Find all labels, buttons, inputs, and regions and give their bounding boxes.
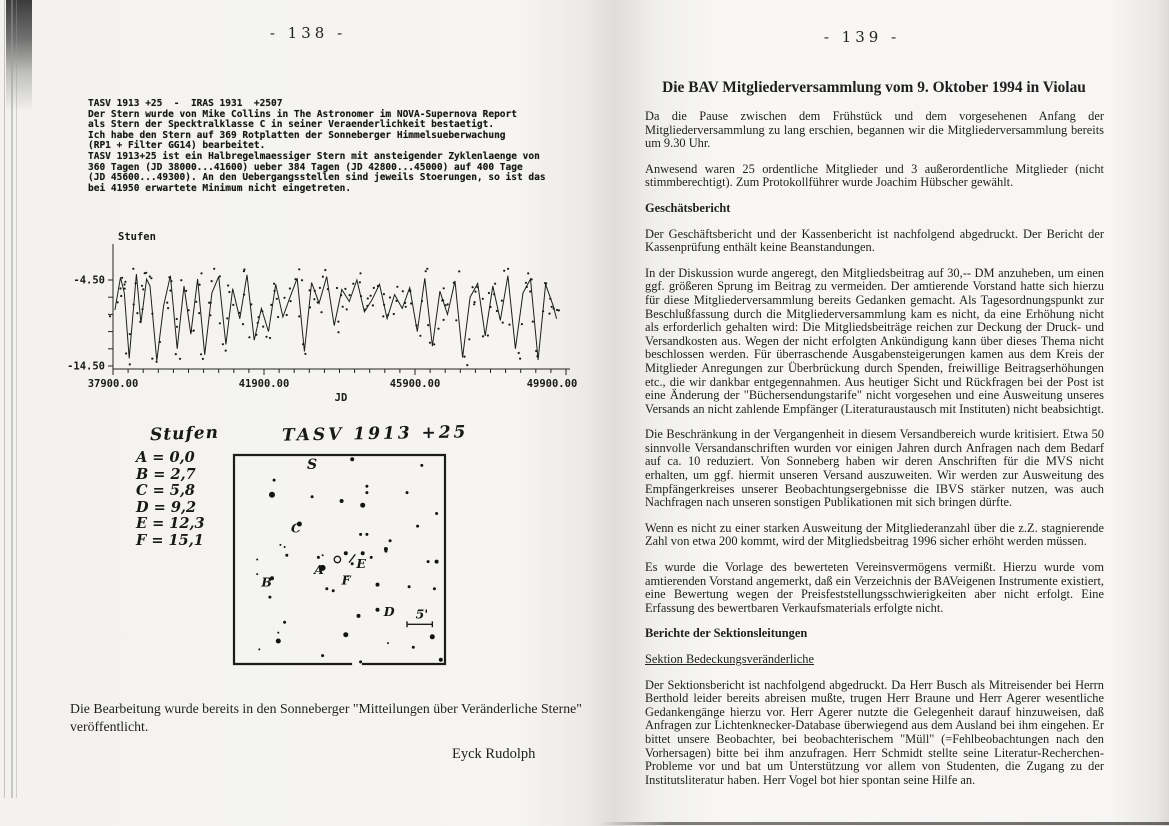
south-marker: S [307, 457, 318, 473]
page-number-right: - 139 - [823, 28, 901, 46]
star-label: C [290, 520, 301, 536]
observation-dot [468, 338, 470, 340]
observation-dot [458, 270, 460, 272]
observation-dot [426, 268, 428, 270]
observation-dot [242, 323, 244, 325]
star-label: E [356, 555, 366, 571]
observation-dot [367, 297, 369, 299]
observation-dot [261, 310, 263, 312]
star-dot [283, 621, 286, 624]
observation-dot [298, 268, 300, 270]
observation-dot [337, 331, 339, 333]
observation-dot [145, 272, 147, 274]
paragraph: Da die Pause zwischen dem Frühstück und dem vorgesehenen Anfang der Mitgliederversammlung zu lang erschien, begannen wir die Mitgliederversammlung bereits um 9.30 Uhr. [645, 109, 1104, 151]
observation-dot [518, 352, 520, 354]
observation-dot [117, 301, 119, 303]
observation-dot [447, 303, 449, 305]
observation-dot [304, 353, 306, 355]
observation-dot [476, 286, 478, 288]
star-dot [389, 539, 392, 542]
section-heading: Sektion Bedeckungsveränderliche [645, 652, 814, 666]
star-dot [322, 554, 324, 556]
handwritten-chart-title: TASV 1913 +25 [281, 422, 469, 446]
observation-dot [373, 287, 375, 289]
observation-dot [151, 358, 153, 360]
observation-dot [402, 290, 404, 292]
observation-dot [232, 304, 234, 306]
observation-dot [421, 300, 423, 302]
star-dot [361, 551, 365, 555]
observation-dot [290, 300, 292, 302]
star-dot [321, 654, 324, 657]
observation-dot [202, 358, 204, 360]
star-dot [412, 646, 415, 649]
legend-row: B = 2,7 [136, 465, 196, 483]
observation-dot [342, 306, 344, 308]
star-dot [350, 457, 354, 461]
observation-dot [168, 276, 170, 278]
paragraph: Anwesend waren 25 ordentliche Mitglieder und 3 außerordentliche Mitglieder (nicht stimmberechtigt). Zum Protokollführer wurde Joachim Hübscher gewählt. [645, 161, 1104, 190]
observation-dot [257, 322, 259, 324]
star-dot [269, 492, 275, 498]
scan-edge-line [16, 0, 17, 798]
observation-dot [314, 290, 316, 292]
observation-dot [349, 294, 351, 296]
observation-dot [124, 281, 126, 283]
observation-dot [359, 281, 361, 283]
observation-dot [387, 314, 389, 316]
legend-row: A = 0,0 [136, 449, 195, 466]
observation-dot [340, 294, 342, 296]
article-title: Die BAV Mitgliederversammlung vom 9. Oktober 1994 in Violau [662, 79, 1086, 96]
observation-dot [265, 336, 267, 338]
observation-dot [185, 290, 187, 292]
observation-dot [213, 268, 215, 270]
observation-dot [494, 283, 496, 285]
observation-dot [136, 312, 138, 314]
star-dot [387, 642, 389, 644]
scan-edge-line [11, 0, 13, 798]
observation-dot [200, 272, 202, 274]
observation-dot [277, 316, 279, 318]
observation-dot [487, 334, 489, 336]
observation-dot [395, 300, 397, 302]
observation-dot [176, 326, 178, 328]
observation-dot [222, 343, 224, 345]
observation-dot [496, 310, 498, 312]
observation-dot [410, 302, 412, 304]
paragraph: Der Geschäftsbericht und der Kassenbericht ist nachfolgend abgedruckt. Der Bericht der Kassenprüfung enthält keine Beanstandungen. [645, 226, 1104, 255]
observation-dot [366, 305, 368, 307]
observation-dot [190, 330, 192, 332]
observation-dot [286, 314, 288, 316]
observation-dot [211, 280, 213, 282]
observation-dot [258, 316, 260, 318]
star-dot [406, 491, 409, 494]
observation-dot [121, 277, 123, 279]
observation-dot [519, 358, 521, 360]
observation-dot [542, 310, 544, 312]
observation-dot [503, 270, 505, 272]
observation-dot [317, 301, 319, 303]
scan-edge-line-bottom [600, 822, 1169, 825]
observation-dot [273, 283, 275, 285]
observation-dot [404, 302, 406, 304]
observation-dot [344, 288, 346, 290]
observation-dot [274, 290, 276, 292]
observation-dot [129, 363, 131, 365]
observation-dot [228, 291, 230, 293]
observation-dot [360, 295, 362, 297]
observation-dot [383, 293, 385, 295]
observation-dot [238, 312, 240, 314]
lightcurve-chart [58, 228, 582, 404]
observation-dot [198, 312, 200, 314]
typed-line: (RP1 + Filter GG14) bearbeitet. [88, 140, 266, 152]
observation-dot [508, 324, 510, 326]
observation-dot [170, 280, 172, 282]
typed-line: Der Stern wurde von Mike Collins in The Astronomer im NOVA-Supernova Report [88, 108, 517, 120]
star-dot [365, 533, 368, 536]
star-dot [284, 546, 286, 548]
star-dot [277, 632, 279, 634]
observation-dot [433, 343, 435, 345]
observation-dot [141, 285, 143, 287]
section-heading: Geschätsbericht [645, 200, 731, 215]
observation-dot [250, 303, 252, 305]
typed-text-block [88, 99, 546, 194]
finder-chart-plot [229, 450, 451, 670]
observation-dot [382, 315, 384, 317]
observation-dot [556, 309, 558, 311]
handwritten-stufen-label: Stufen [149, 422, 220, 446]
star-dot [332, 589, 335, 592]
observation-dot [176, 318, 178, 320]
paragraph: Es wurde die Vorlage des bewerteten Vereinsvermögens vermißt. Hierzu wurde vom amtierenden Vorstand angemerkt, daß ein Verzeichnis der BAVeigenen Instrumente existiert, eine Bewertung wegen der Preisfeststellungsschwierigkeiten aber nicht erfolgt. Eine Erfassung des bewertbaren Verkaufsmaterials erfolgte nicht. [645, 560, 1104, 615]
observation-dot [283, 297, 285, 299]
observation-dot [302, 343, 304, 345]
star-dot [376, 608, 380, 612]
observation-dot [200, 353, 202, 355]
observation-dot [219, 322, 221, 324]
observation-dot [319, 287, 321, 289]
finder-chart [229, 450, 451, 670]
observation-dot [119, 287, 121, 289]
observation-dot [548, 313, 550, 315]
observation-dot [472, 286, 474, 288]
page-number-left: - 138 - [269, 24, 347, 42]
observation-dot [372, 304, 374, 306]
observation-dot [493, 293, 495, 295]
y-axis-title: Stufen [118, 231, 156, 243]
x-axis-title: JD [334, 392, 348, 404]
observation-dot [270, 304, 272, 306]
x-tick-label: 37900.00 [87, 378, 139, 390]
observation-dot [558, 309, 560, 311]
observation-dot [425, 270, 427, 272]
comparison-star-legend [136, 450, 205, 549]
observation-dot [466, 364, 468, 366]
scan-edge-mark [6, 0, 32, 112]
observation-dot [443, 319, 445, 321]
observation-dot [195, 301, 197, 303]
observation-dot [301, 279, 303, 281]
observation-dot [199, 284, 201, 286]
observation-dot [309, 289, 311, 291]
star-dot [276, 639, 281, 644]
star-dot [370, 556, 373, 559]
star-dot [325, 587, 328, 590]
star-dot [435, 512, 438, 515]
lightcurve-line [115, 274, 557, 361]
observation-dot [188, 309, 190, 311]
star-label: D [383, 603, 395, 619]
star-dot [359, 533, 362, 536]
typed-line: (JD 45600...49300). An den Uebergangsstellen sind jeweils Stoerungen, so ist das [88, 172, 546, 184]
y-tick-label: -14.50 [67, 360, 105, 373]
typed-line: TASV 1913 +25 - IRAS 1931 +2507 [88, 98, 283, 109]
observation-dot [437, 328, 439, 330]
observation-dot [208, 302, 210, 304]
section-heading: Berichte der Sektionsleitungen [645, 626, 808, 641]
star-dot [317, 556, 320, 559]
x-tick-label: 41900.00 [238, 378, 290, 390]
observation-dot [393, 313, 395, 315]
star-dot [256, 559, 258, 561]
star-dot [279, 544, 281, 546]
x-tick-label: 45900.00 [389, 378, 441, 390]
observation-dot [507, 268, 509, 270]
star-label: A [314, 562, 324, 578]
observation-dot [179, 358, 181, 360]
observation-dot [156, 361, 158, 363]
star-dot [351, 562, 354, 565]
observation-dot [549, 298, 551, 300]
observation-dot [482, 298, 484, 300]
observation-dot [526, 286, 528, 288]
legend-row: E = 12,3 [136, 515, 205, 532]
star-dot [258, 648, 260, 650]
legend-row: C = 5,8 [136, 482, 196, 499]
star-dot [359, 660, 362, 663]
scale-bar-label: 5' [415, 606, 429, 622]
observation-dot [132, 268, 134, 270]
star-dot [433, 587, 436, 590]
legend-row: F = 15,1 [136, 531, 204, 549]
observation-dot [166, 302, 168, 304]
observation-dot [124, 288, 126, 290]
observation-dot [527, 272, 529, 274]
e-pointer-stroke [349, 554, 355, 562]
observation-dot [370, 295, 372, 297]
observation-dot [545, 282, 547, 284]
star-dot [365, 491, 368, 494]
observation-dot [175, 353, 177, 355]
observation-dot [551, 306, 553, 308]
observation-dot [159, 341, 161, 343]
typed-line: als Stern der Specktralklasse C in seiner Veraenderlichkeit bestaetigt. [88, 119, 495, 131]
star-dot [420, 464, 423, 467]
star-dot [343, 632, 348, 637]
observation-dot [248, 336, 250, 338]
observation-dot [262, 326, 264, 328]
star-dot [430, 634, 435, 639]
observation-dot [377, 285, 379, 287]
observation-dot [294, 278, 296, 280]
star-dot [285, 554, 288, 557]
observation-dot [415, 324, 417, 326]
star-dot [311, 495, 314, 498]
observation-dot [225, 350, 227, 352]
observation-dot [482, 335, 484, 337]
observation-dot [255, 334, 257, 336]
observation-dot [352, 283, 354, 285]
observation-dot [149, 275, 151, 277]
typed-line: bei 41950 erwartete Minimum nicht eingetreten. [88, 182, 352, 194]
y-tick-label: -4.50 [73, 274, 105, 287]
observation-dot [129, 333, 131, 335]
scan-edge-line [4, 0, 5, 798]
typed-line: 360 Tagen (JD 38000...41600) ueber 384 Tagen (JD 42800...45000) auf 400 Tage [88, 161, 523, 173]
observation-dot [336, 287, 338, 289]
star-dot [435, 560, 439, 564]
observation-dot [489, 306, 491, 308]
observation-dot [529, 290, 531, 292]
star-dot [416, 525, 419, 528]
observation-dot [135, 282, 137, 284]
paragraph: Wenn es nicht zu einer starken Ausweitung der Mitgliederanzahl über die z.Z. stagnierende Zahl von etwa 200 kommt, wird der Mitgliedsbeitrag 1996 sicher erhöht werden müssen. [645, 520, 1104, 549]
observation-dot [167, 307, 169, 309]
observation-dot [445, 304, 447, 306]
star-dot [340, 499, 344, 503]
observation-dot [531, 278, 533, 280]
star-dot [360, 503, 365, 508]
observation-dot [309, 306, 311, 308]
variable-star-marker [334, 556, 340, 562]
observation-dot [409, 289, 411, 291]
x-tick-label: 49900.00 [526, 378, 578, 390]
finder-border [234, 455, 445, 664]
observation-dot [142, 288, 144, 290]
observation-dot [337, 321, 339, 323]
observation-dot [243, 294, 245, 296]
observation-dot [313, 298, 315, 300]
observation-dot [289, 287, 291, 289]
observation-dot [501, 300, 503, 302]
star-dot [268, 596, 271, 599]
observation-dot [139, 321, 141, 323]
star-dot [427, 560, 430, 563]
observation-dot [209, 314, 211, 316]
star-label: F [341, 572, 351, 588]
observation-dot [359, 272, 361, 274]
observation-dot [474, 291, 476, 293]
star-dot [273, 479, 276, 482]
observation-dot [133, 303, 135, 305]
observation-dot [364, 308, 366, 310]
observation-dot [389, 296, 391, 298]
observation-dot [383, 304, 385, 306]
legend-row: D = 9,2 [136, 498, 197, 516]
observation-dot [227, 284, 229, 286]
observation-dot [226, 317, 228, 319]
observation-dot [180, 279, 182, 281]
observation-dot [327, 288, 329, 290]
star-dot [365, 485, 368, 488]
observation-dot [525, 282, 527, 284]
observation-dot [429, 342, 431, 344]
footer-paragraph: Die Bearbeitung wurde bereits in den Sonneberger "Mitteilungen über Veränderliche Sterne" veröffentlicht. [70, 701, 582, 734]
observation-dot [269, 337, 271, 339]
paragraph: Die Beschränkung in der Vergangenheit in diesem Versandbereich wurde kritisiert. Etwa 50 sinnvolle Versandanschriften wurden vor einigen Jahren durch Anfragen nach dem Bedarf auf ca. 10 reduziert. Von Sonneberg haben wir deren Anschriften für die MVS nicht erhalten, um ggf. hiermit unseren Versand auszuweiten. Wir werden zur Ausweitung des Empfängerkreises unserer Beobachtungsergebnisse die IBVS stärker nutzen, was auch Nachfragen nach unseren sonstigen Publikationen mit sich bringen dürfte. [645, 427, 1104, 510]
observation-dot [243, 270, 245, 272]
lightcurve-plot [58, 228, 582, 404]
observation-dot [322, 276, 324, 278]
observation-dot [453, 282, 455, 284]
observation-dot [521, 323, 523, 325]
star-label: B [261, 574, 273, 590]
observation-dot [169, 290, 171, 292]
observation-dot [123, 283, 125, 285]
observation-dot [442, 299, 444, 301]
observation-dot [463, 356, 465, 358]
paragraph: In der Diskussion wurde angeregt, den Mitgliedsbeitrag auf 30,-- DM anzuheben, um einen ggf. größeren Sprung im Beitrag zu vermeiden. Der amtierende Vorstand hatte sich hierzu für diese Mitgliederversammlung bereits Gedanken gemacht. Als Tagesordnungspunkt zur Beschlußfassung durch die Mitgliederversammlung kam es nicht, da eine Erhöhung nicht als erforderlich gehalten wird: Die Mitgliedsbeiträge reichen zur Deckung der Druck- und Versandkosten aus. Wegen der nicht erfolgten Ankündigung kann über dieses Thema nicht beschlossen werden. Für überraschende Ausgabensteigerungen kamen aus dem Kreis der Mitglieder Anregungen zur Überbrückung durch Spenden, freiwillige Beitragserhöhungen etc., die wir dankbar entgegennahmen. Aus heutiger Sicht und Rückfragen bei der Post ist eine Änderung der "Büchersendungstarife" nicht vorgesehen und eine Ausweitung unseres Versands an nicht zahlende Empfänger (Literaturaustausch mit Instituten) nicht beabsichtigt. [645, 265, 1104, 416]
observation-dot [141, 308, 143, 310]
observation-dot [502, 322, 504, 324]
observation-dot [405, 306, 407, 308]
observation-dot [532, 321, 534, 323]
star-dot [357, 614, 361, 618]
observation-dot [536, 355, 538, 357]
observation-dot [219, 275, 221, 277]
observation-dot [488, 292, 490, 294]
observation-dot [473, 303, 475, 305]
observation-dot [324, 269, 326, 271]
observation-dot [193, 330, 195, 332]
article-body [645, 110, 1104, 799]
observation-dot [346, 308, 348, 310]
star-dot [384, 550, 387, 553]
observation-dot [120, 295, 122, 297]
star-dot [408, 585, 411, 588]
observation-dot [396, 286, 398, 288]
star-dot [344, 551, 348, 555]
typed-line: TASV 1913+25 ist ein Halbregelmaessiger Stern mit ansteigender Zyklenlaenge von [88, 150, 540, 162]
typed-line: Ich habe den Stern auf 369 Rotplatten der Sonneberger Himmelsueberwachung [88, 129, 506, 141]
observation-dot [535, 350, 537, 352]
observation-dot [443, 287, 445, 289]
star-dot [376, 583, 380, 587]
observation-dot [455, 319, 457, 321]
observation-dot [553, 308, 555, 310]
author-signature: Eyck Rudolph [452, 746, 536, 762]
observation-dot [151, 313, 153, 315]
observation-dot [125, 352, 127, 354]
star-dot [256, 573, 258, 575]
observation-dot [109, 315, 111, 317]
observation-dot [419, 335, 421, 337]
observation-dot [474, 301, 476, 303]
observation-dot [320, 311, 322, 313]
observation-dot [276, 298, 278, 300]
paragraph: Der Sektionsbericht ist nachfolgend abgedruckt. Da Herr Busch als Mitreisender bei Herrn Berthold leider bereits abreisen mußte, trugen Herr Braune und Herr Agerer wesentliche Gedankengänge hierzu vor. Herr Agerer nutzte die Gelegenheit darauf hinzuweisen, daß Anfragen zur Lichtenknecker-Database überwiegend aus dem Ausland bei ihm eingehen. Er bittet unsere Beobachter, bei beobachterischem "Müll" (=Fehlbeobachtungen nach den Vorhersagen) bitte bei ihm anzufragen. Herr Schmidt stellte seine Literatur-Recherchen-Probleme vor und bat um Unterstützung vor allem von Studenten, die Zugang zu der Institutsliteratur haben. Herr Vogel bot hier spontan seine Hilfe an. [645, 677, 1104, 787]
star-dot [439, 658, 443, 662]
observation-dot [427, 324, 429, 326]
observation-dot [298, 315, 300, 317]
observation-dot [150, 277, 152, 279]
